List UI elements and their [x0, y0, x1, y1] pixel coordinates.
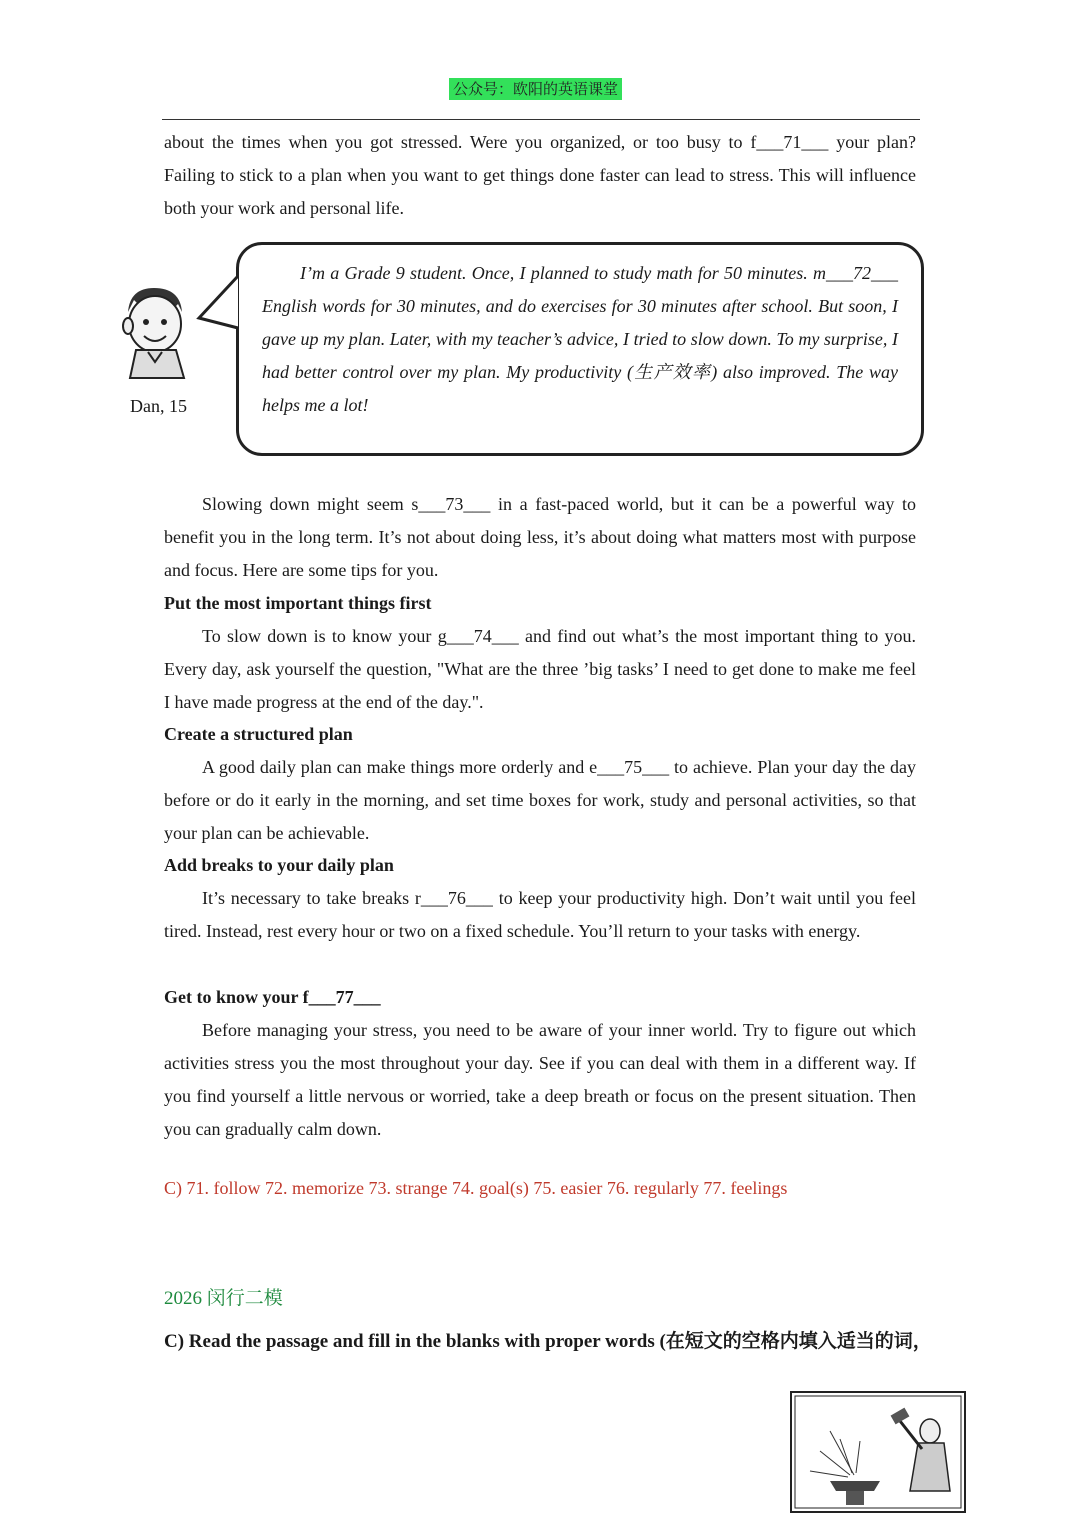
watermark-tag: 公众号：欧阳的英语课堂	[449, 78, 622, 100]
paragraph-3: A good daily plan can make things more orderly and e___75___ to achieve. Plan your day the day before or do it early in the morning, and set time boxes for work, study and personal activities, so that your plan can be achievable.	[164, 757, 916, 843]
paragraph-1: Slowing down might seem s___73___ in a fast-paced world, but it can be a powerful way to benefit you in the long term. It’s not about doing less, it’s about doing what matters most with purpose and focus. Here are some tips for you.	[164, 494, 916, 580]
answer-key: C) 71. follow 72. memorize 73. strange 74. goal(s) 75. easier 76. regularly 77. feelings	[164, 1178, 788, 1198]
exam-source: 2026 闵行二模	[164, 1288, 283, 1309]
heading-2: Create a structured plan	[164, 724, 353, 744]
boy-illustration	[108, 282, 198, 382]
intro-paragraph: about the times when you got stressed. Were you organized, or too busy to f___71___ your plan? Failing to stick to a plan when you want to get things done faster can lead to stress. This will influence both your work and personal life.	[164, 132, 916, 218]
section-instruction: C) Read the passage and fill in the blanks with proper words (在短文的空格内填入适当的词，	[164, 1331, 932, 1352]
paragraph-4: It’s necessary to take breaks r___76___ to keep your productivity high. Don’t wait until you feel tired. Instead, rest every hour or two on a fixed schedule. You’ll return to your tasks with energy.	[164, 888, 916, 941]
speech-bubble-tail	[196, 272, 240, 332]
quote-text: I’m a Grade 9 student. Once, I planned to study math for 50 minutes. m___72___ English words for 30 minutes, and do exercises for 30 minutes after school. But soon, I gave up my plan. Later, with my teacher’s advice, I tried to slow down. To my surprise, I had better control over my plan. My productivity (生产效率) also improved. The way helps me a lot!	[262, 263, 898, 415]
heading-3: Add breaks to your daily plan	[164, 855, 394, 875]
blacksmith-illustration	[790, 1391, 966, 1513]
heading-1: Put the most important things first	[164, 593, 432, 613]
paragraph-2: To slow down is to know your g___74___ and find out what’s the most important thing to you. Every day, ask yourself the question, "What are the three ’big tasks’ I need to get done to make me feel I have made progress at the end of the day.".	[164, 626, 916, 712]
quote-caption: Dan, 15	[130, 396, 187, 416]
header-divider	[162, 119, 920, 120]
heading-4: Get to know your f___77___	[164, 987, 381, 1007]
paragraph-5: Before managing your stress, you need to be aware of your inner world. Try to figure out which activities stress you the most throughout your day. See if you can deal with them in a different way. If you find yourself a little nervous or worried, take a deep breath or focus on the present situation. Then you can gradually calm down.	[164, 1020, 916, 1139]
